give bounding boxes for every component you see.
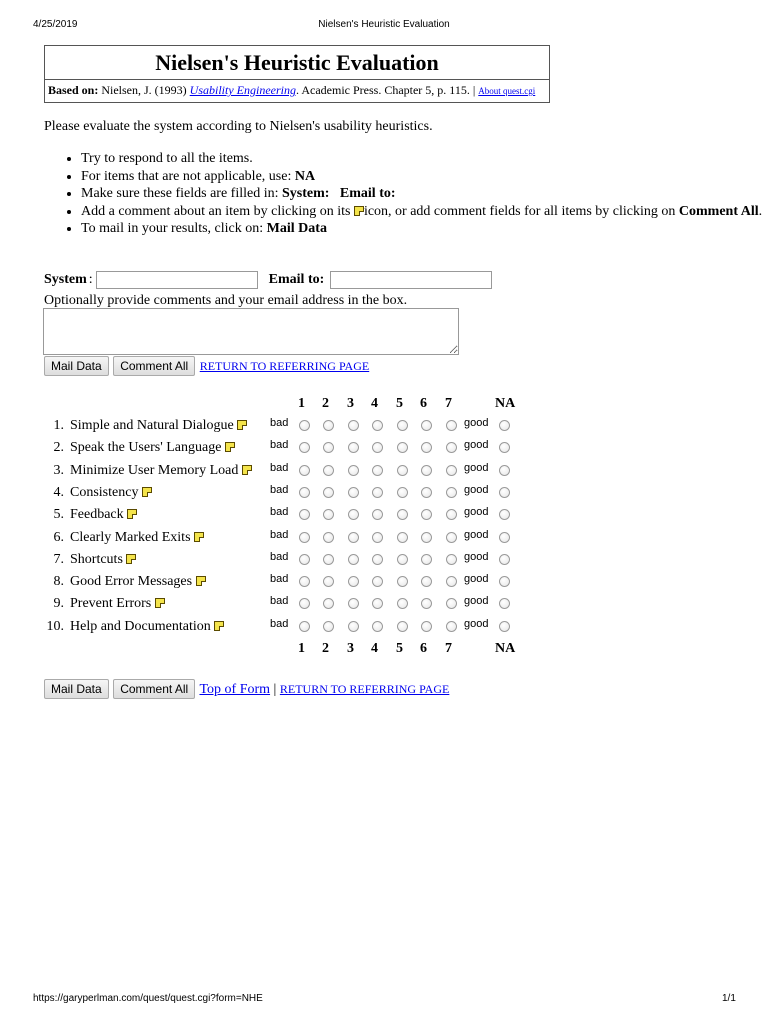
heuristic-row: [0, 574, 768, 596]
rating-radio-2[interactable]: [323, 465, 334, 476]
rating-radio-7[interactable]: [446, 554, 457, 565]
rating-radio-5[interactable]: [397, 532, 408, 543]
item-number: 9.: [53, 596, 64, 612]
scale-high-label: good: [464, 617, 489, 630]
scale-high-label: good: [464, 528, 489, 541]
heuristic-row: [0, 596, 768, 618]
scale-low-label: bad: [270, 483, 289, 496]
rating-radio-4[interactable]: [372, 576, 383, 587]
item-label-wrap: [70, 440, 235, 456]
rating-radio-na[interactable]: [499, 442, 510, 453]
rating-radio-7[interactable]: [446, 465, 457, 476]
rating-radio-4[interactable]: [372, 465, 383, 476]
scale-point-4: 4: [371, 641, 378, 656]
item-number: 2.: [53, 440, 64, 456]
rating-radio-3[interactable]: [348, 621, 359, 632]
citation-author: Nielsen, J. (1993): [98, 83, 190, 97]
comment-note-icon[interactable]: [225, 442, 235, 452]
rating-radio-na[interactable]: [499, 420, 510, 431]
comment-note-icon[interactable]: [237, 420, 247, 430]
rating-radio-6[interactable]: [421, 442, 432, 453]
item-number: 6.: [53, 529, 64, 545]
scale-header-bottom: [0, 641, 768, 659]
rating-radio-1[interactable]: [299, 442, 310, 453]
rating-radio-4[interactable]: [372, 420, 383, 431]
system-email-row: [44, 271, 492, 289]
note-icon: [354, 206, 364, 216]
comments-textarea[interactable]: [43, 308, 459, 355]
rating-radio-5[interactable]: [397, 509, 408, 520]
scale-high-label: good: [464, 573, 489, 586]
comment-note-icon[interactable]: [194, 532, 204, 542]
item-label: Speak the Users' Language: [70, 440, 222, 456]
scale-low-label: bad: [270, 528, 289, 541]
scale-low-label: bad: [270, 573, 289, 586]
scale-high-label: good: [464, 550, 489, 563]
rating-radio-7[interactable]: [446, 420, 457, 431]
rating-radio-na[interactable]: [499, 465, 510, 476]
instruction-bold: Mail Data: [266, 221, 327, 236]
rating-radio-6[interactable]: [421, 487, 432, 498]
based-on-label: Based on:: [48, 83, 99, 97]
email-input[interactable]: [330, 271, 492, 289]
rating-radio-2[interactable]: [323, 598, 334, 609]
top-of-form-link[interactable]: Top of Form: [199, 682, 271, 697]
scale-point-7: 7: [445, 641, 452, 656]
scale-point-5: 5: [396, 641, 403, 656]
item-label-wrap: [70, 619, 224, 635]
rating-radio-6[interactable]: [421, 576, 432, 587]
system-colon: :: [88, 272, 93, 288]
mail-data-button-bottom[interactable]: Mail Data: [44, 679, 109, 699]
rating-radio-2[interactable]: [323, 621, 334, 632]
rating-radio-na[interactable]: [499, 487, 510, 498]
rating-radio-7[interactable]: [446, 598, 457, 609]
item-label-wrap: [70, 485, 152, 501]
instruction-text: To mail in your results, click on:: [81, 221, 267, 236]
instruction-text: For items that are not applicable, use:: [81, 168, 295, 184]
rating-radio-5[interactable]: [397, 465, 408, 476]
rating-radio-1[interactable]: [299, 576, 310, 587]
rating-radio-3[interactable]: [348, 487, 359, 498]
rating-radio-4[interactable]: [372, 554, 383, 565]
scale-high-label: good: [464, 506, 489, 519]
instructions-list: [44, 150, 768, 238]
book-link[interactable]: Usability Engineering: [189, 83, 296, 97]
instruction-bold: System:: [281, 186, 330, 201]
rating-radio-6[interactable]: [421, 465, 432, 476]
citation: [45, 80, 549, 102]
citation-publisher: . Academic Press. Chapter 5, p. 115. |: [296, 83, 479, 97]
rating-radio-1[interactable]: [299, 598, 310, 609]
scale-point-7: 7: [445, 396, 452, 411]
item-label-wrap: [70, 574, 206, 590]
item-label: Minimize User Memory Load: [70, 462, 239, 478]
comment-all-button-bottom[interactable]: Comment All: [113, 679, 195, 699]
scale-point-3: 3: [347, 396, 354, 411]
instruction-text: Add a comment about an item by clicking on its: [81, 203, 354, 219]
rating-radio-3[interactable]: [348, 420, 359, 431]
rating-radio-2[interactable]: [323, 532, 334, 543]
rating-radio-5[interactable]: [397, 598, 408, 609]
heuristic-row: [0, 530, 768, 552]
system-label: System: [44, 272, 87, 288]
scale-high-label: good: [464, 483, 489, 496]
comment-all-button[interactable]: Comment All: [113, 356, 195, 376]
rating-radio-6[interactable]: [421, 598, 432, 609]
heuristic-row: [0, 485, 768, 507]
rating-radio-1[interactable]: [299, 509, 310, 520]
instruction-text: .: [758, 203, 763, 219]
scale-point-1: 1: [298, 396, 305, 411]
instruction-bold: NA: [294, 168, 316, 184]
scale-header-top: [0, 396, 768, 414]
title-box: [44, 45, 550, 103]
scale-na: NA: [495, 641, 516, 656]
rating-radio-2[interactable]: [323, 487, 334, 498]
item-label-wrap: [70, 507, 137, 523]
scale-point-2: 2: [322, 396, 329, 411]
rating-radio-na[interactable]: [499, 621, 510, 632]
scale-na: NA: [495, 396, 516, 411]
scale-low-label: bad: [270, 617, 289, 630]
rating-radio-4[interactable]: [372, 532, 383, 543]
item-number: 10.: [46, 618, 64, 634]
scale-point-5: 5: [396, 396, 403, 411]
rating-radio-5[interactable]: [397, 576, 408, 587]
item-label-wrap: [70, 552, 136, 568]
rating-radio-3[interactable]: [348, 509, 359, 520]
rating-radio-5[interactable]: [397, 420, 408, 431]
instruction-text: icon, or add comment fields for all items by clicking on: [363, 203, 679, 219]
comment-note-icon[interactable]: [155, 598, 165, 608]
rating-radio-na[interactable]: [499, 554, 510, 565]
rating-radio-4[interactable]: [372, 442, 383, 453]
rating-radio-6[interactable]: [421, 509, 432, 520]
scale-high-label: good: [464, 417, 489, 429]
scale-point-4: 4: [371, 396, 378, 411]
rating-radio-3[interactable]: [348, 554, 359, 565]
scale-high-label: good: [464, 595, 489, 608]
rating-radio-2[interactable]: [323, 509, 334, 520]
system-input[interactable]: [96, 271, 258, 289]
heuristic-row: [0, 440, 768, 462]
item-label: Feedback: [70, 507, 124, 523]
rating-radio-2[interactable]: [323, 442, 334, 453]
scale-low-label: bad: [270, 417, 289, 429]
item-label-wrap: [70, 463, 252, 479]
rating-radio-7[interactable]: [446, 576, 457, 587]
rating-radio-5[interactable]: [397, 487, 408, 498]
item-label: Shortcuts: [70, 551, 123, 567]
instruction-text: Make sure these fields are filled in:: [81, 186, 282, 201]
rating-radio-7[interactable]: [446, 621, 457, 632]
instruction-item: [81, 220, 768, 238]
item-number: 4.: [53, 484, 64, 500]
item-number: 1.: [53, 418, 64, 433]
rating-radio-2[interactable]: [323, 554, 334, 565]
about-link[interactable]: About quest.cgi: [478, 86, 536, 96]
link-separator: |: [270, 682, 280, 697]
scale-low-label: bad: [270, 439, 289, 452]
scale-low-label: bad: [270, 595, 289, 608]
scale-high-label: good: [464, 461, 489, 474]
rating-radio-na[interactable]: [499, 509, 510, 520]
print-date: 4/25/2019: [33, 19, 78, 30]
comment-note-icon[interactable]: [142, 487, 152, 497]
comment-note-icon[interactable]: [214, 621, 224, 631]
rating-radio-5[interactable]: [397, 554, 408, 565]
top-button-row: [44, 356, 369, 376]
instruction-text: Try to respond to all the items.: [81, 151, 253, 166]
item-number: 8.: [53, 574, 64, 590]
item-number: 3.: [53, 462, 64, 478]
rating-radio-na[interactable]: [499, 576, 510, 587]
instruction-item: [81, 150, 768, 168]
print-title: Nielsen's Heuristic Evaluation: [318, 19, 450, 30]
rating-radio-1[interactable]: [299, 532, 310, 543]
rating-radio-2[interactable]: [323, 420, 334, 431]
comment-note-icon[interactable]: [126, 554, 136, 564]
rating-radio-4[interactable]: [372, 598, 383, 609]
item-label-wrap: [70, 596, 165, 612]
item-label: Good Error Messages: [70, 574, 193, 590]
rating-radio-1[interactable]: [299, 621, 310, 632]
mail-data-button[interactable]: Mail Data: [44, 356, 109, 376]
scale-point-6: 6: [420, 396, 427, 411]
scale-low-label: bad: [270, 461, 289, 474]
rating-radio-7[interactable]: [446, 487, 457, 498]
item-label: Prevent Errors: [70, 596, 152, 612]
print-page-number: 1/1: [722, 993, 736, 1004]
rating-radio-3[interactable]: [348, 532, 359, 543]
rating-radio-na[interactable]: [499, 598, 510, 609]
comment-note-icon[interactable]: [242, 465, 252, 475]
rating-radio-4[interactable]: [372, 509, 383, 520]
item-number: 5.: [53, 507, 64, 523]
rating-radio-2[interactable]: [323, 576, 334, 587]
heuristic-row: [0, 463, 768, 485]
rating-radio-6[interactable]: [421, 621, 432, 632]
bottom-button-row: [44, 679, 449, 699]
item-label: Simple and Natural Dialogue: [70, 418, 234, 433]
rating-radio-5[interactable]: [397, 621, 408, 632]
rating-radio-6[interactable]: [421, 420, 432, 431]
heuristic-row: [0, 552, 768, 574]
optional-comment-hint: Optionally provide comments and your email address in the box.: [44, 293, 408, 308]
rating-radio-6[interactable]: [421, 532, 432, 543]
rating-radio-4[interactable]: [372, 487, 383, 498]
return-link[interactable]: RETURN TO REFERRING PAGE: [199, 359, 370, 373]
instruction-item: [81, 168, 768, 186]
instruction-item: [81, 203, 768, 221]
scale-high-label: good: [464, 439, 489, 452]
instruction-item: [81, 185, 768, 203]
rating-radio-3[interactable]: [348, 598, 359, 609]
item-label: Clearly Marked Exits: [70, 529, 191, 545]
intro-text: Please evaluate the system according to Nielsen's usability heuristics.: [44, 119, 433, 134]
heuristic-row: [0, 619, 768, 641]
rating-radio-5[interactable]: [397, 442, 408, 453]
rating-radio-na[interactable]: [499, 532, 510, 543]
item-number: 7.: [53, 551, 64, 567]
page-title: Nielsen's Heuristic Evaluation: [45, 46, 549, 80]
rating-radio-7[interactable]: [446, 442, 457, 453]
instruction-bold: Email to:: [339, 186, 396, 201]
scale-low-label: bad: [270, 550, 289, 563]
scale-low-label: bad: [270, 506, 289, 519]
rating-radio-1[interactable]: [299, 554, 310, 565]
scale-point-6: 6: [420, 641, 427, 656]
email-label: Email to:: [268, 272, 325, 288]
comment-note-icon[interactable]: [196, 576, 206, 586]
return-link-bottom[interactable]: RETURN TO REFERRING PAGE: [279, 682, 450, 696]
item-label-wrap: [70, 418, 247, 434]
rating-radio-7[interactable]: [446, 509, 457, 520]
item-label: Help and Documentation: [70, 618, 211, 634]
heuristic-row: [0, 507, 768, 529]
rating-radio-3[interactable]: [348, 576, 359, 587]
rating-radio-7[interactable]: [446, 532, 457, 543]
item-label: Consistency: [70, 484, 139, 500]
heuristic-row: [0, 418, 768, 440]
rating-radio-4[interactable]: [372, 621, 383, 632]
comment-note-icon[interactable]: [127, 509, 137, 519]
rating-radio-6[interactable]: [421, 554, 432, 565]
rating-radio-3[interactable]: [348, 442, 359, 453]
item-label-wrap: [70, 530, 204, 546]
rating-radio-1[interactable]: [299, 465, 310, 476]
print-url: https://garyperlman.com/quest/quest.cgi?form=NHE: [33, 993, 263, 1004]
rating-radio-1[interactable]: [299, 487, 310, 498]
rating-radio-1[interactable]: [299, 420, 310, 431]
rating-radio-3[interactable]: [348, 465, 359, 476]
instruction-bold: Comment All: [678, 203, 759, 219]
scale-point-2: 2: [322, 641, 329, 656]
scale-point-1: 1: [298, 641, 305, 656]
scale-point-3: 3: [347, 641, 354, 656]
